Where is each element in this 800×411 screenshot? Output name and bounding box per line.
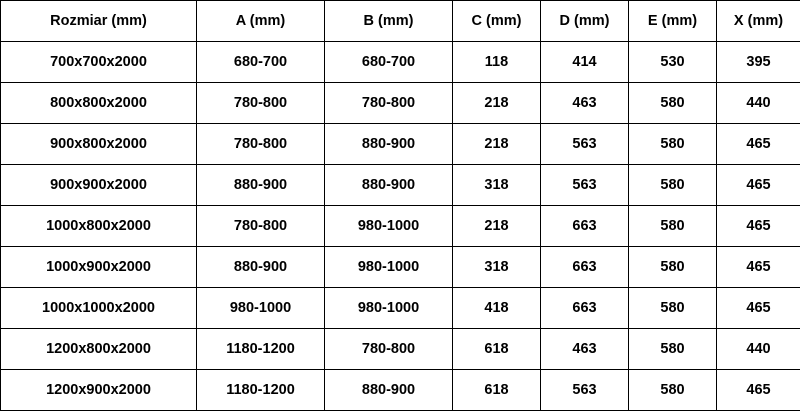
table-row xyxy=(1,370,800,411)
cell-c: 618 xyxy=(453,370,541,411)
cell-e: 580 xyxy=(629,288,717,329)
column-header-a: A (mm) xyxy=(197,1,325,42)
table-body xyxy=(1,42,800,411)
table-header xyxy=(1,1,800,42)
cell-c: 418 xyxy=(453,288,541,329)
cell-size: 1200x800x2000 xyxy=(1,329,197,370)
column-header-d: D (mm) xyxy=(541,1,629,42)
column-header-e: E (mm) xyxy=(629,1,717,42)
cell-c: 318 xyxy=(453,247,541,288)
cell-d: 663 xyxy=(541,206,629,247)
cell-e: 580 xyxy=(629,206,717,247)
cell-b: 880-900 xyxy=(325,165,453,206)
table-row xyxy=(1,165,800,206)
cell-d: 663 xyxy=(541,288,629,329)
cell-size: 1000x800x2000 xyxy=(1,206,197,247)
cell-b: 880-900 xyxy=(325,124,453,165)
cell-b: 980-1000 xyxy=(325,206,453,247)
cell-x: 440 xyxy=(717,83,800,124)
cell-e: 580 xyxy=(629,247,717,288)
cell-d: 463 xyxy=(541,329,629,370)
cell-a: 1180-1200 xyxy=(197,329,325,370)
cell-a: 780-800 xyxy=(197,206,325,247)
column-header-b: B (mm) xyxy=(325,1,453,42)
cell-c: 318 xyxy=(453,165,541,206)
cell-b: 680-700 xyxy=(325,42,453,83)
cell-d: 414 xyxy=(541,42,629,83)
table-row xyxy=(1,329,800,370)
cell-x: 395 xyxy=(717,42,800,83)
cell-size: 700x700x2000 xyxy=(1,42,197,83)
cell-size: 900x800x2000 xyxy=(1,124,197,165)
table-header-row xyxy=(1,1,800,42)
table-row xyxy=(1,206,800,247)
cell-x: 465 xyxy=(717,206,800,247)
cell-e: 580 xyxy=(629,370,717,411)
cell-e: 580 xyxy=(629,124,717,165)
cell-x: 465 xyxy=(717,370,800,411)
cell-a: 780-800 xyxy=(197,124,325,165)
cell-x: 465 xyxy=(717,247,800,288)
cell-c: 618 xyxy=(453,329,541,370)
cell-a: 880-900 xyxy=(197,165,325,206)
cell-a: 980-1000 xyxy=(197,288,325,329)
cell-c: 218 xyxy=(453,83,541,124)
cell-a: 680-700 xyxy=(197,42,325,83)
cell-e: 580 xyxy=(629,165,717,206)
cell-e: 580 xyxy=(629,83,717,124)
cell-d: 563 xyxy=(541,370,629,411)
cell-a: 780-800 xyxy=(197,83,325,124)
cell-b: 780-800 xyxy=(325,329,453,370)
table-row xyxy=(1,83,800,124)
table-row xyxy=(1,247,800,288)
cell-d: 563 xyxy=(541,124,629,165)
cell-a: 880-900 xyxy=(197,247,325,288)
cell-b: 880-900 xyxy=(325,370,453,411)
cell-b: 980-1000 xyxy=(325,247,453,288)
table-row xyxy=(1,42,800,83)
cell-x: 465 xyxy=(717,288,800,329)
cell-x: 465 xyxy=(717,124,800,165)
cell-e: 580 xyxy=(629,329,717,370)
cell-size: 1000x900x2000 xyxy=(1,247,197,288)
cell-c: 218 xyxy=(453,206,541,247)
column-header-size: Rozmiar (mm) xyxy=(1,1,197,42)
table-row xyxy=(1,288,800,329)
cell-d: 663 xyxy=(541,247,629,288)
column-header-c: C (mm) xyxy=(453,1,541,42)
cell-x: 465 xyxy=(717,165,800,206)
cell-c: 118 xyxy=(453,42,541,83)
cell-x: 440 xyxy=(717,329,800,370)
cell-d: 563 xyxy=(541,165,629,206)
cell-size: 800x800x2000 xyxy=(1,83,197,124)
cell-e: 530 xyxy=(629,42,717,83)
cell-d: 463 xyxy=(541,83,629,124)
cell-b: 780-800 xyxy=(325,83,453,124)
cell-size: 900x900x2000 xyxy=(1,165,197,206)
cell-c: 218 xyxy=(453,124,541,165)
table-row xyxy=(1,124,800,165)
cell-b: 980-1000 xyxy=(325,288,453,329)
column-header-x: X (mm) xyxy=(717,1,800,42)
cell-a: 1180-1200 xyxy=(197,370,325,411)
cell-size: 1000x1000x2000 xyxy=(1,288,197,329)
cell-size: 1200x900x2000 xyxy=(1,370,197,411)
